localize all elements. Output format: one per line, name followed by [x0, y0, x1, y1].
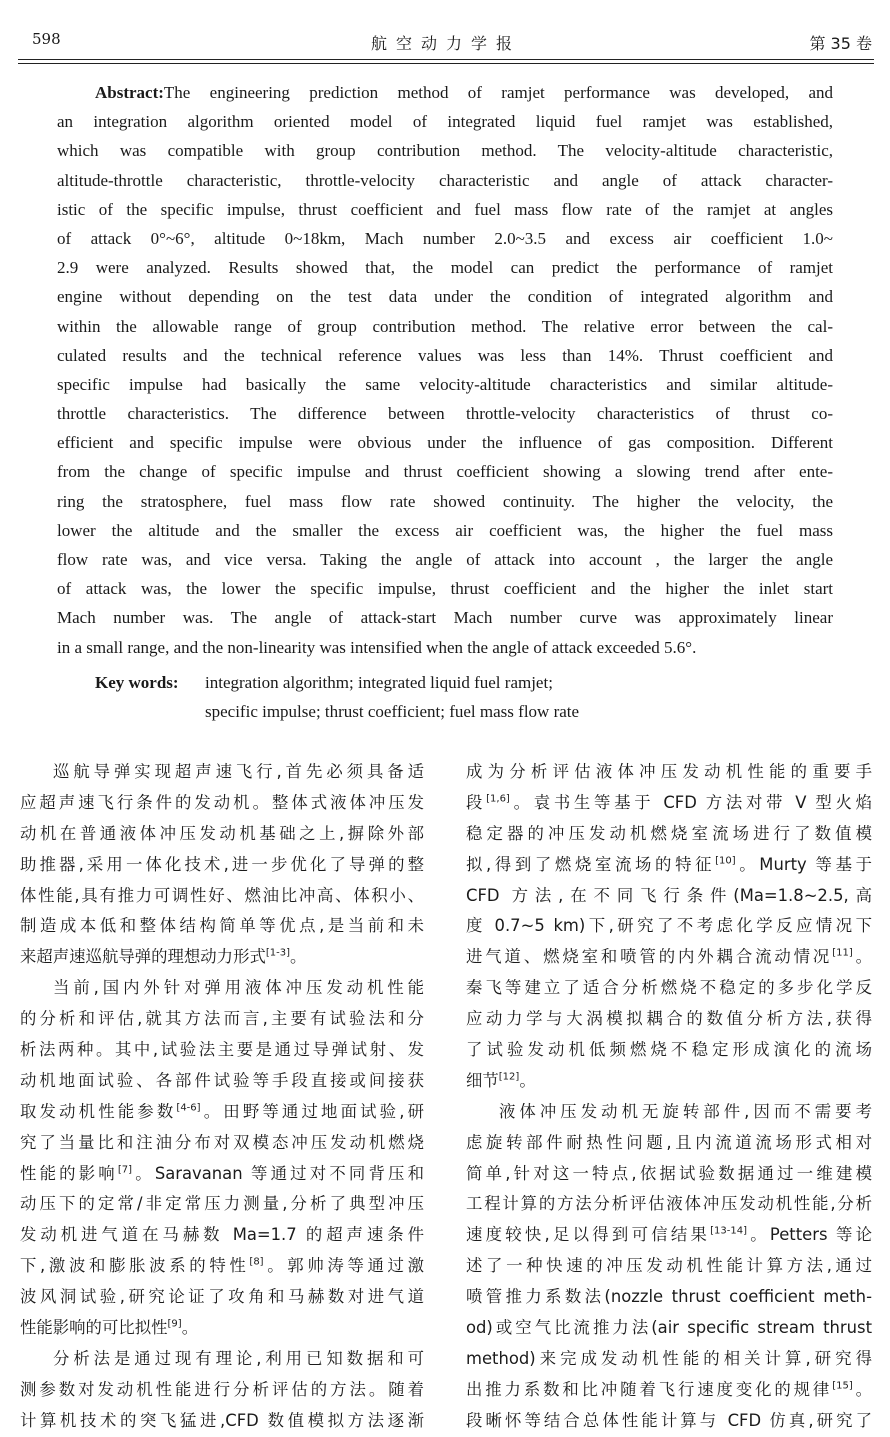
- journal-title: 航空动力学报: [370, 34, 521, 53]
- body-text-line: 了试验发动机低频燃烧不稳定形成演化的流场: [466, 1040, 872, 1060]
- citation-ref: [15]: [832, 1380, 853, 1392]
- abstract-line: efficient and specific impulse were obvious under the influence of gas composition. Different: [57, 433, 833, 453]
- volume-label: 第 35 卷: [809, 34, 872, 53]
- abstract-line: Abstract:The engineering prediction method of ramjet performance was developed, and: [95, 83, 833, 102]
- abstract-label: Abstract:: [95, 83, 164, 102]
- body-text-line: 段晰怀等结合总体性能计算与 CFD 仿真,研究了: [466, 1410, 872, 1430]
- citation-ref: [13-14]: [710, 1225, 748, 1237]
- body-text-line: 段[1,6]。袁书生等基于 CFD 方法对带 V 型火焰: [466, 792, 872, 812]
- body-text-line: 稳定器的冲压发动机燃烧室流场进行了数值模: [466, 823, 872, 843]
- keywords-line-1: integration algorithm; integrated liquid fuel ramjet;: [205, 673, 553, 692]
- body-text-line: 当前,国内外针对弹用液体冲压发动机性能: [53, 978, 424, 998]
- running-header: [20, 28, 872, 54]
- body-text-line: 下,激波和膨胀波系的特性[8]。郭帅涛等通过激: [20, 1256, 424, 1276]
- abstract-line: which was compatible with group contribution method. The velocity-altitude characteristic,: [57, 141, 833, 161]
- abstract-line: flow rate was, and vice versa. Taking the angle of attack into account , the larger the angle: [57, 550, 833, 569]
- body-text-line: 拟,得到了燃烧室流场的特征[10]。Murty 等基于: [466, 854, 872, 874]
- body-text-line: method)来完成发动机性能的相关计算,研究得: [466, 1348, 872, 1368]
- abstract-line: in a small range, and the non-linearity was intensified when the angle of attack exceeded 5.6°.: [57, 637, 697, 657]
- header-rule-thin: [18, 63, 874, 64]
- abstract-line: an integration algorithm oriented model of integrated liquid fuel ramjet was established,: [57, 112, 833, 132]
- body-text-line: 制造成本低和整体结构简单等优点,是当前和未: [20, 916, 424, 936]
- abstract-block: [57, 78, 833, 662]
- body-text-line: 速度较快,足以得到可信结果[13-14]。Petters 等论: [466, 1225, 872, 1245]
- body-text-line: 喷管推力系数法(nozzle thrust coefficient meth-: [466, 1287, 872, 1307]
- abstract-line: altitude-throttle characteristic, throttle-velocity characteristic and angle of attack character-: [57, 170, 833, 190]
- abstract-line: within the allowable range of group contribution method. The relative error between the cal-: [57, 316, 833, 336]
- body-text-line: 助推器,采用一体化技术,进一步优化了导弹的整: [20, 854, 424, 874]
- citation-ref: [10]: [715, 855, 736, 867]
- abstract-line: 2.9 were analyzed. Results showed that, the model can predict the performance of ramjet: [57, 258, 833, 278]
- citation-ref: [9]: [167, 1318, 182, 1330]
- body-text-line: 分析法是通过现有理论,利用已知数据和可: [53, 1348, 424, 1368]
- body-text-line: 巡航导弹实现超声速飞行,首先必须具备适: [53, 762, 424, 781]
- keywords-text: [205, 668, 835, 726]
- body-text-line: 性能的影响[7]。Saravanan 等通过对不同背压和: [20, 1163, 424, 1183]
- body-column-right: [466, 757, 872, 1437]
- body-text-line: 动压下的定常/非定常压力测量,分析了典型冲压: [20, 1194, 424, 1214]
- abstract-line: of attack 0°~6°, altitude 0~18km, Mach number 2.0~3.5 and excess air coefficient 1.0~: [57, 228, 833, 248]
- body-column-left: [20, 757, 424, 1437]
- body-text-line: 析法两种。其中,试验法主要是通过导弹试射、发: [20, 1040, 424, 1060]
- abstract-line: of attack was, the lower the specific impulse, thrust coefficient and the higher the inlet start: [57, 579, 833, 599]
- keywords-label: Key words:: [95, 673, 179, 692]
- body-text-line: 应动力学与大涡模拟耦合的数值分析方法,获得: [466, 1009, 872, 1029]
- body-text-line: 细节[12]。: [466, 1070, 536, 1090]
- body-text-line: 出推力系数和比冲随着飞行速度变化的规律[15]。: [466, 1379, 872, 1399]
- abstract-line: lower the altitude and the smaller the excess air coefficient was, the higher the fuel mass: [57, 520, 833, 540]
- body-text-line: CFD 方法,在不同飞行条件(Ma=1.8~2.5,高: [466, 885, 872, 905]
- body-text-line: 计算机技术的突飞猛进,CFD 数值模拟方法逐渐: [20, 1410, 424, 1430]
- abstract-line: from the change of specific impulse and thrust coefficient showing a slowing trend after ente-: [57, 462, 833, 482]
- body-text-line: od)或空气比流推力法(air specific stream thrust: [466, 1318, 872, 1338]
- body-text-line: 动机地面试验、各部件试验等手段直接或间接获: [20, 1070, 424, 1090]
- abstract-line: istic of the specific impulse, thrust coefficient and fuel mass flow rate of the ramjet at angles: [57, 199, 833, 219]
- header-rule-thick: [18, 59, 874, 60]
- body-text-line: 来超声速巡航导弹的理想动力形式[1-3]。: [20, 947, 307, 967]
- citation-ref: [12]: [498, 1071, 520, 1083]
- body-text-line: 液体冲压发动机无旋转部件,因而不需要考: [499, 1101, 872, 1121]
- keywords-line-2: specific impulse; thrust coefficient; fuel mass flow rate: [205, 702, 580, 721]
- abstract-line: throttle characteristics. The difference between throttle-velocity characteristics of thrust co-: [57, 404, 833, 424]
- body-text-line: 虑旋转部件耐热性问题,且内流道流场形式相对: [466, 1132, 872, 1152]
- abstract-line: ring the stratosphere, fuel mass flow rate showed continuity. The higher the velocity, the: [57, 491, 833, 511]
- body-text-line: 波风洞试验,研究论证了攻角和马赫数对进气道: [20, 1287, 424, 1307]
- citation-ref: [11]: [832, 947, 853, 959]
- abstract-line: specific impulse had basically the same velocity-altitude characteristics and similar altitude-: [57, 374, 833, 394]
- body-text-line: 究了当量比和注油分布对双模态冲压发动机燃烧: [20, 1132, 424, 1152]
- body-text-line: 体性能,具有推力可调性好、燃油比冲高、体积小、: [20, 885, 424, 905]
- citation-ref: [1,6]: [486, 793, 510, 805]
- body-text-line: 应超声速飞行条件的发动机。整体式液体冲压发: [20, 792, 424, 812]
- body-text-line: 测参数对发动机性能进行分析评估的方法。随着: [20, 1379, 424, 1399]
- body-text-line: 秦飞等建立了适合分析燃烧不稳定的多步化学反: [466, 978, 872, 998]
- body-text-line: 取发动机性能参数[4-6]。田野等通过地面试验,研: [20, 1101, 424, 1121]
- body-text-line: 简单,针对这一特点,依据试验数据通过一维建模: [466, 1163, 872, 1183]
- body-text-line: 述了一种快速的冲压发动机性能计算方法,通过: [466, 1256, 872, 1276]
- abstract-line: culated results and the technical reference values was less than 14%. Thrust coefficient and: [57, 345, 833, 365]
- body-text-line: 动机在普通液体冲压发动机基础之上,摒除外部: [20, 823, 424, 843]
- body-text-line: 的分析和评估,就其方法而言,主要有试验法和分: [20, 1009, 424, 1029]
- body-text-line: 成为分析评估液体冲压发动机性能的重要手: [466, 762, 872, 781]
- body-text-line: 工程计算的方法分析评估液体冲压发动机性能,分析: [466, 1194, 872, 1214]
- body-text-line: 发动机进气道在马赫数 Ma=1.7 的超声速条件: [20, 1225, 424, 1245]
- citation-ref: [7]: [117, 1164, 133, 1176]
- citation-ref: [8]: [249, 1256, 264, 1268]
- body-text-line: 性能影响的可比拟性[9]。: [20, 1318, 199, 1338]
- abstract-line: engine without depending on the test data under the condition of integrated algorithm and: [57, 287, 833, 307]
- citation-ref: [1-3]: [265, 947, 290, 959]
- body-text-line: 度 0.7~5 km)下,研究了不考虑化学反应情况下: [466, 916, 872, 936]
- abstract-line: Mach number was. The angle of attack-start Mach number curve was approximately linear: [57, 608, 833, 628]
- body-text-line: 进气道、燃烧室和喷管的内外耦合流动情况[11]。: [466, 947, 872, 967]
- page-number: 598: [32, 30, 61, 48]
- citation-ref: [4-6]: [176, 1102, 201, 1114]
